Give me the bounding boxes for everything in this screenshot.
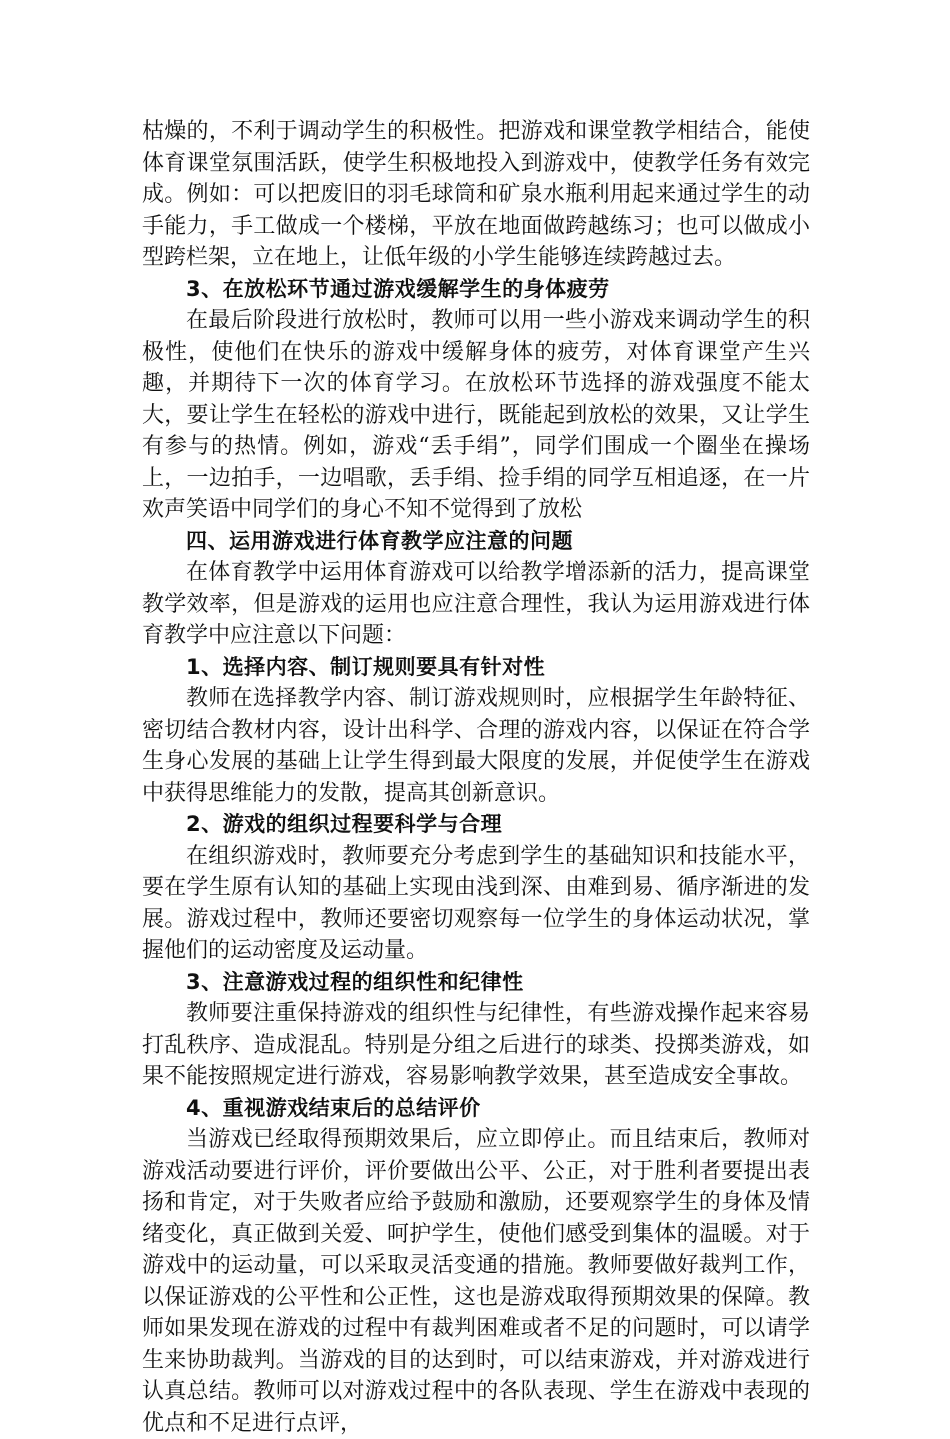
section-heading: 3、注意游戏过程的组织性和纪律性 [186,969,524,994]
body-paragraph: 教师要注重保持游戏的组织性与纪律性，有些游戏操作起来容易打乱秩序、造成混乱。特别是分组之后进行的球类、投掷类游戏，如果不能按照规定进行游戏，容易影响教学效果，甚至造成安全事故。 [142,1001,810,1089]
body-paragraph: 当游戏已经取得预期效果后，应立即停止。而且结束后，教师对游戏活动要进行评价，评价要做出公平、公正，对于胜利者要提出表扬和肯定，对于失败者应给予鼓励和激励，还要观察学生的身体及情绪变化，真正做到关爱、呵护学生，使他们感受到集体的温暖。对于游戏中的运动量，可以采取灵活变通的措施。教师要做好裁判工作，以保证游戏的公平性和公正性，这也是游戏取得预期效果的保障。教师如果发现在游戏的过程中有裁判困难或者不足的问题时，可以请学生来协助裁判。当游戏的目的达到时，可以结束游戏，并对游戏进行认真总结。教师可以对游戏过程中的各队表现、学生在游戏中表现的优点和不足进行点评， [142,1127,810,1436]
body-paragraph: 在组织游戏时，教师要充分考虑到学生的基础知识和技能水平，要在学生原有认知的基础上实现由浅到深、由难到易、循序渐进的发展。游戏过程中，教师还要密切观察每一位学生的身体运动状况，掌握他们的运动密度及运动量。 [142,843,810,963]
body-paragraph: 教师在选择教学内容、制订游戏规则时，应根据学生年龄特征、密切结合教材内容，设计出科学、合理的游戏内容，以保证在符合学生身心发展的基础上让学生得到最大限度的发展，并促使学生在游戏中获得思维能力的发散，提高其创新意识。 [142,686,810,806]
section-heading: 1、选择内容、制订规则要具有针对性 [186,654,546,679]
section-heading: 2、游戏的组织过程要科学与合理 [186,812,503,836]
body-paragraph: 枯燥的，不利于调动学生的积极性。把游戏和课堂教学相结合，能使体育课堂氛围活跃，使学生积极地投入到游戏中，使教学任务有效完成。例如：可以把废旧的羽毛球筒和矿泉水瓶利用起来通过学生的动手能力，手工做成一个楼梯，平放在地面做跨越练习；也可以做成小型跨栏架，立在地上，让低年级的小学生能够连续跨越过去。 [142,119,810,270]
section-heading: 四、运用游戏进行体育教学应注意的问题 [186,528,573,553]
body-paragraph: 在体育教学中运用体育游戏可以给教学增添新的活力，提高课堂教学效率，但是游戏的运用也应注意合理性，我认为运用游戏进行体育教学中应注意以下问题： [142,560,810,648]
document-page [142,116,810,1439]
section-heading: 4、重视游戏结束后的总结评价 [186,1095,481,1120]
body-paragraph: 在最后阶段进行放松时，教师可以用一些小游戏来调动学生的积极性，使他们在快乐的游戏中缓解身体的疲劳，对体育课堂产生兴趣，并期待下一次的体育学习。在放松环节选择的游戏强度不能太大，要让学生在轻松的游戏中进行，既能起到放松的效果，又让学生有参与的热情。例如，游戏“丢手绢”，同学们围成一个圈坐在操场上，一边拍手，一边唱歌，丢手绢、捡手绢的同学互相追逐，在一片欢声笑语中同学们的身心不知不觉得到了放松 [142,308,810,522]
section-heading: 3、在放松环节通过游戏缓解学生的身体疲劳 [186,276,610,301]
